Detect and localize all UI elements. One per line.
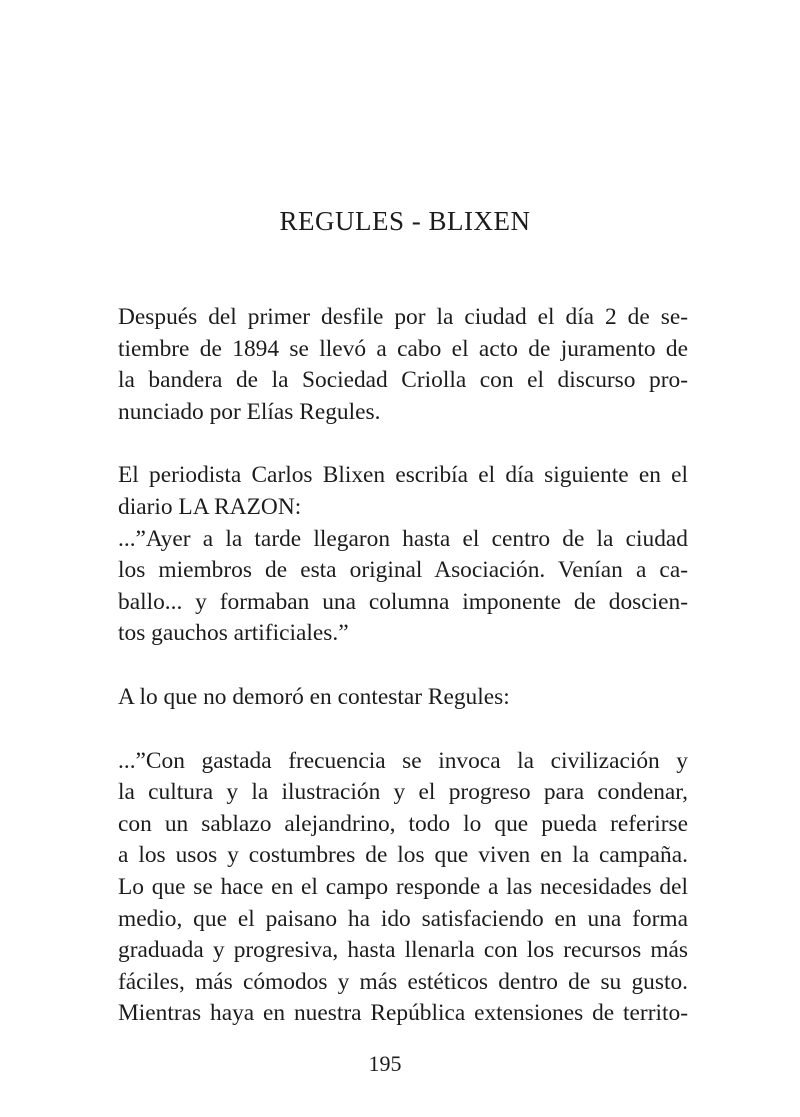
text-line: nunciado por Elías Regules.: [118, 398, 381, 425]
text-line: ballo... y formaban una columna imponente de doscien-: [118, 588, 688, 615]
text-line: diario LA RAZON:: [118, 493, 302, 520]
text-line: graduada y progresiva, hasta llenarla con los recursos más: [118, 937, 688, 964]
text-line: El periodista Carlos Blixen escribía el día siguiente en el: [118, 462, 688, 489]
text-line: a los usos y costumbres de los que viven en la campaña.: [118, 842, 688, 869]
paragraph-gap: [118, 650, 688, 682]
page-number: 195: [368, 1051, 402, 1076]
text-line: ...”Ayer a la tarde llegaron hasta el centro de la ciudad: [118, 525, 688, 552]
text-line: fáciles, más cómodos y más estéticos dentro de su gusto.: [118, 968, 688, 995]
text-line: Mientras haya en nuestra República extensiones de territo-: [118, 1000, 688, 1027]
text-line: la bandera de la Sociedad Criolla con el discurso pro-: [118, 367, 688, 394]
text-line: la cultura y la ilustración y el progreso para condenar,: [118, 779, 688, 806]
body-text: [118, 302, 688, 1030]
text-line: tiembre de 1894 se llevó a cabo el acto de juramento de: [118, 335, 688, 362]
text-line: con un sablazo alejandrino, todo lo que pueda referirse: [118, 810, 688, 837]
text-line: Lo que se hace en el campo responde a las necesidades del: [118, 873, 688, 900]
text-line: Después del primer desfile por la ciudad el día 2 de se-: [118, 304, 688, 330]
paragraph-2: [118, 460, 688, 650]
paragraph-4: [118, 746, 688, 1030]
paragraph-gap: [118, 714, 688, 746]
paragraph-gap: [118, 428, 688, 460]
text-line: ...”Con gastada frecuencia se invoca la civilización y: [118, 747, 688, 774]
paragraph-3: [118, 682, 688, 714]
text-line: los miembros de esta original Asociación. Venían a ca-: [118, 557, 688, 584]
paragraph-1: [118, 302, 688, 428]
chapter-title: REGULES - BLIXEN: [279, 206, 531, 236]
text-line: tos gauchos artificiales.”: [118, 620, 349, 647]
text-line: medio, que el paisano ha ido satisfaciendo en una forma: [118, 905, 688, 932]
text-line: A lo que no demoró en contestar Regules:: [118, 683, 510, 710]
